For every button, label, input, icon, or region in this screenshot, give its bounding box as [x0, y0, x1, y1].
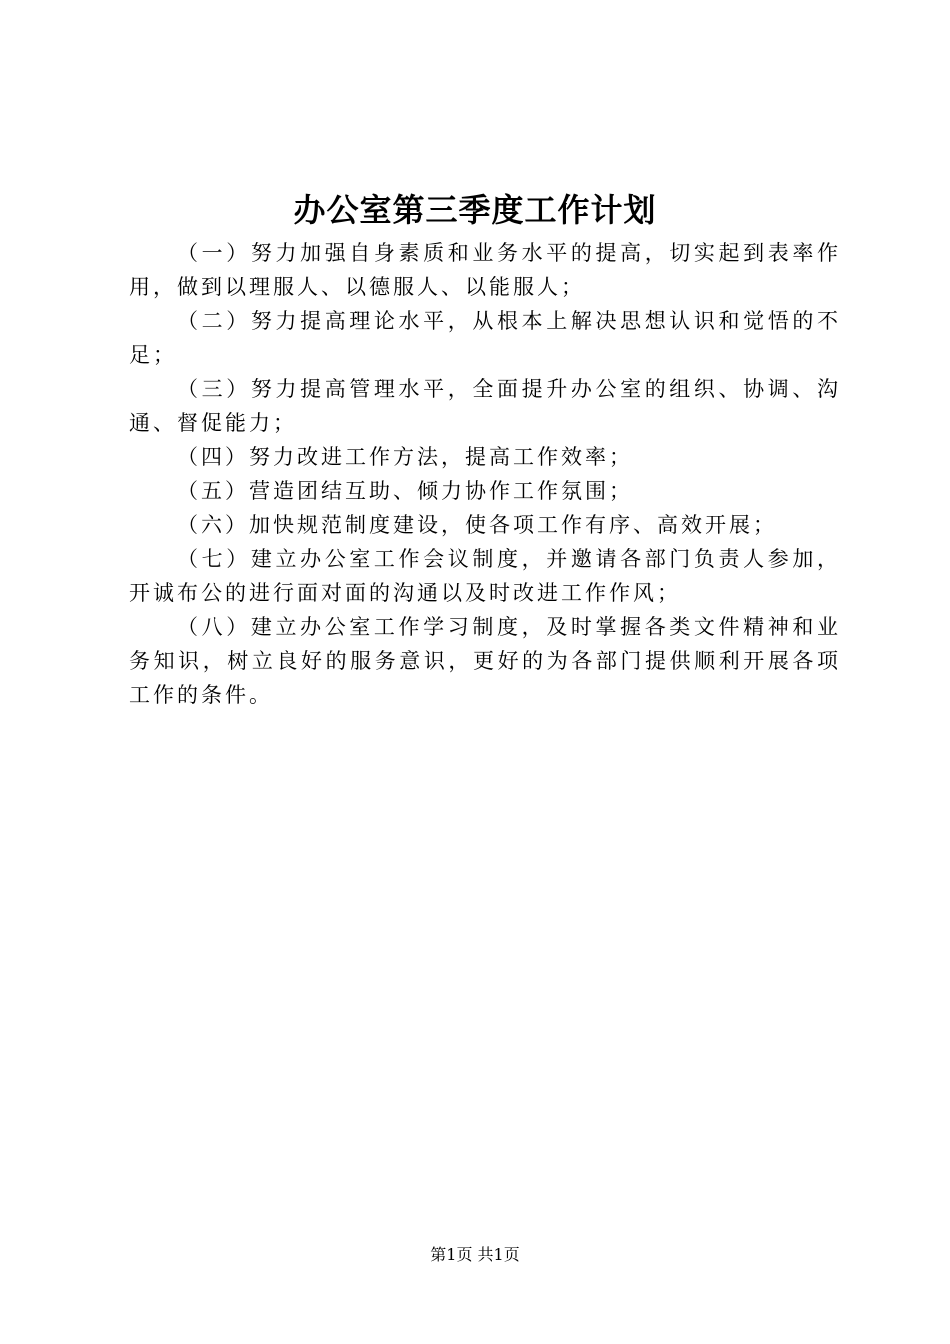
- paragraph-8: （八）建立办公室工作学习制度，及时掌握各类文件精神和业务知识，树立良好的服务意识，更好的为各部门提供顺利开展各项工作的条件。: [129, 615, 841, 707]
- paragraph-1: （一）努力加强自身素质和业务水平的提高，切实起到表率作用，做到以理服人、以德服人、以能服人；: [129, 241, 841, 299]
- paragraph-3: （三）努力提高管理水平，全面提升办公室的组织、协调、沟通、督促能力；: [129, 377, 841, 435]
- document-title: 办公室第三季度工作计划: [293, 191, 657, 229]
- paragraph-7: （七）建立办公室工作会议制度，并邀请各部门负责人参加，开诚布公的进行面对面的沟通以及时改进工作作风；: [129, 547, 841, 605]
- page-footer: 第1页 共1页: [430, 1245, 520, 1264]
- paragraph-4: （四）努力改进工作方法，提高工作效率；: [177, 445, 633, 469]
- paragraph-6: （六）加快规范制度建设，使各项工作有序、高效开展；: [177, 513, 777, 537]
- paragraph-5: （五）营造团结互助、倾力协作工作氛围；: [177, 479, 633, 503]
- paragraph-2: （二）努力提高理论水平，从根本上解决思想认识和觉悟的不足；: [129, 309, 841, 367]
- document-body: [129, 236, 841, 712]
